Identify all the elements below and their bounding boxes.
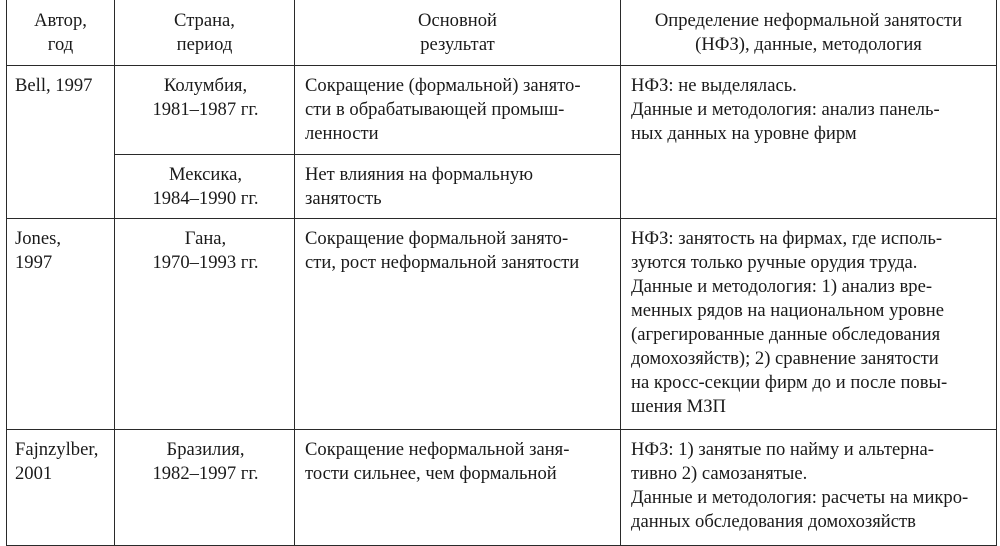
result-cell: Нет влияния на формальную занятость: [295, 155, 621, 219]
header-author: Автор, год: [7, 0, 115, 66]
result-cell: Сокращение неформальной заня- тости сильнее, чем формальной: [295, 430, 621, 546]
header-definition: Определение неформальной занятости (НФЗ), данные, методология: [621, 0, 997, 66]
definition-cell: НФЗ: занятость на фирмах, где исполь- зуются только ручные орудия труда. Данные и методология: 1) анализ вре- менных рядов на национальном уровне (агрегированные данные обследования домохозяйств); 2) сравнение занятости на кросс-секции фирм до и после повы- шения МЗП: [621, 219, 997, 430]
author-cell: Jones, 1997: [7, 219, 115, 430]
employment-studies-table: [6, 0, 997, 546]
header-result: Основной результат: [295, 0, 621, 66]
header-row: [7, 0, 997, 66]
author-cell: Bell, 1997: [7, 66, 115, 219]
definition-cell: НФЗ: не выделялась. Данные и методология: анализ панель- ных данных на уровне фирм: [621, 66, 997, 219]
table-row: [7, 430, 997, 546]
table-row: [7, 219, 997, 430]
author-cell: Fajnzylber, 2001: [7, 430, 115, 546]
country-cell: Колумбия, 1981–1987 гг.: [115, 66, 295, 155]
country-cell: Мексика, 1984–1990 гг.: [115, 155, 295, 219]
result-cell: Сокращение формальной занято- сти, рост неформальной занятости: [295, 219, 621, 430]
result-cell: Сокращение (формальной) занято- сти в обрабатывающей промыш- ленности: [295, 66, 621, 155]
table-row: [7, 66, 997, 155]
country-cell: Гана, 1970–1993 гг.: [115, 219, 295, 430]
country-cell: Бразилия, 1982–1997 гг.: [115, 430, 295, 546]
header-country: Страна, период: [115, 0, 295, 66]
definition-cell: НФЗ: 1) занятые по найму и альтерна- тивно 2) самозанятые. Данные и методология: расчеты на микро- данных обследования домохозяйств: [621, 430, 997, 546]
